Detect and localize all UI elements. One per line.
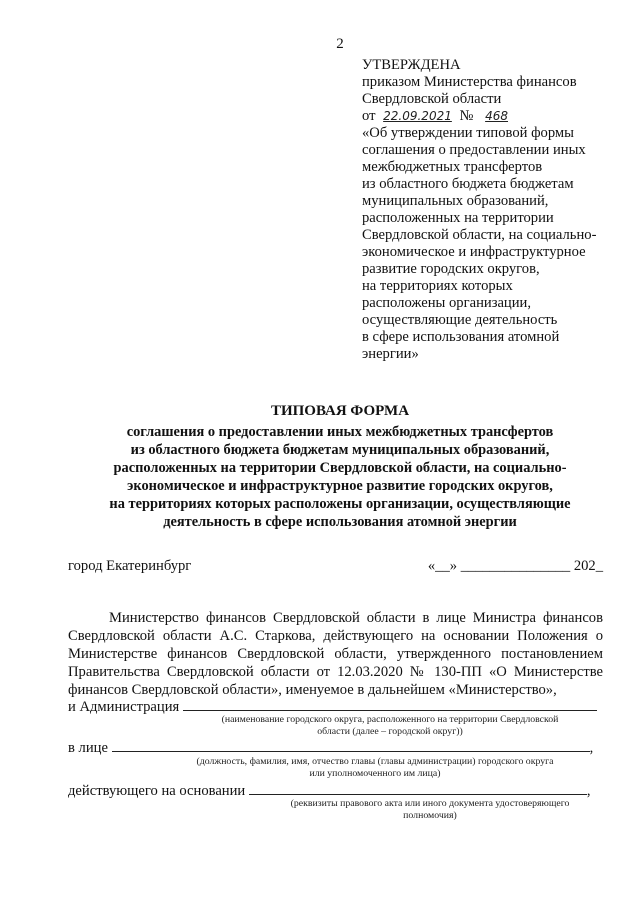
approval-title-line: развитие городских округов, — [362, 261, 540, 277]
approval-title-line: из областного бюджета бюджетам — [362, 176, 574, 192]
person-hint — [150, 756, 600, 780]
admin-label: и Администрация — [68, 699, 180, 715]
comma: , — [589, 740, 594, 756]
approval-title-line: в сфере использования атомной — [362, 329, 560, 345]
person-label: в лице — [68, 740, 108, 756]
hint-line: (наименование городского округа, расположенного на территории Свердловской — [221, 714, 559, 725]
title-line: экономическое и инфраструктурное развитие городских округов, — [127, 478, 553, 494]
approval-title-line: соглашения о предоставлении иных — [362, 142, 586, 158]
hint-line: (должность, фамилия, имя, отчество главы (главы администрации) городского округа — [196, 756, 554, 767]
person-blank[interactable] — [112, 739, 590, 752]
hint-line: или уполномоченного им лица) — [309, 768, 441, 779]
approval-line: Свердловской области — [362, 91, 502, 107]
basis-blank[interactable] — [249, 782, 587, 795]
city-name: город Екатеринбург — [68, 558, 192, 574]
admin-hint — [190, 714, 590, 738]
title-line: расположенных на территории Свердловской области, на социально- — [113, 460, 567, 476]
approval-title-line: Свердловской области, на социально- — [362, 227, 597, 243]
date-prefix: от — [362, 108, 376, 124]
approval-heading: УТВЕРЖДЕНА — [362, 57, 461, 73]
title-line: деятельность в сфере использования атомной энергии — [163, 514, 517, 530]
document-title — [60, 402, 620, 531]
number-sign: № — [459, 108, 474, 124]
handwritten-date: 22.09.2021 — [383, 109, 452, 123]
approval-title-line: экономическое и инфраструктурное — [362, 244, 586, 260]
title-main: ТИПОВАЯ ФОРМА — [270, 403, 410, 419]
approval-title-line: расположенных на территории — [362, 210, 554, 226]
page-number: 2 — [336, 36, 344, 52]
approval-line: приказом Министерства финансов — [362, 74, 577, 90]
approval-title-line: энергии» — [362, 346, 419, 362]
approval-stamp — [362, 57, 622, 363]
hint-line: (реквизиты правового акта или иного документа удостоверяющего — [290, 798, 570, 809]
approval-date-row — [362, 108, 622, 125]
body-text — [68, 609, 603, 699]
approval-title-line: на территориях которых — [362, 278, 513, 294]
title-line: на территориях которых расположены организации, осуществляющие — [109, 496, 571, 512]
approval-title-line: муниципальных образований, — [362, 193, 549, 209]
hint-line: полномочия) — [403, 810, 457, 821]
approval-title-line: расположены организации, — [362, 295, 532, 311]
handwritten-number: 468 — [485, 109, 509, 123]
title-line: из областного бюджета бюджетам муниципальных образований, — [130, 442, 550, 458]
date-template: «__» _______________ 202_ — [427, 558, 603, 574]
title-line: соглашения о предоставлении иных межбюджетных трансфертов — [126, 424, 554, 440]
basis-hint — [250, 798, 610, 822]
intro-paragraph: Министерство финансов Свердловской области в лице Министра финансов Свердловской области А.С. Старкова, действующего на основании Положения о Министерстве финансов Свердловской области, утвержденного постановлением Правительства Свердловской области от 12.03.2020 № 130-ПП «О Министерстве финансов Свердловской области», именуемое в дальнейшем «Министерство», — [68, 610, 603, 698]
approval-title-line: межбюджетных трансфертов — [362, 159, 543, 175]
place-date-row — [68, 558, 603, 575]
hint-line: области (далее – городской округ)) — [317, 726, 463, 737]
approval-title-line: «Об утверждении типовой формы — [362, 125, 574, 141]
approval-title-line: осуществляющие деятельность — [362, 312, 558, 328]
comma: , — [586, 783, 591, 799]
basis-label: действующего на основании — [68, 783, 246, 799]
admin-blank[interactable] — [183, 698, 597, 711]
person-fill-row — [68, 739, 593, 757]
